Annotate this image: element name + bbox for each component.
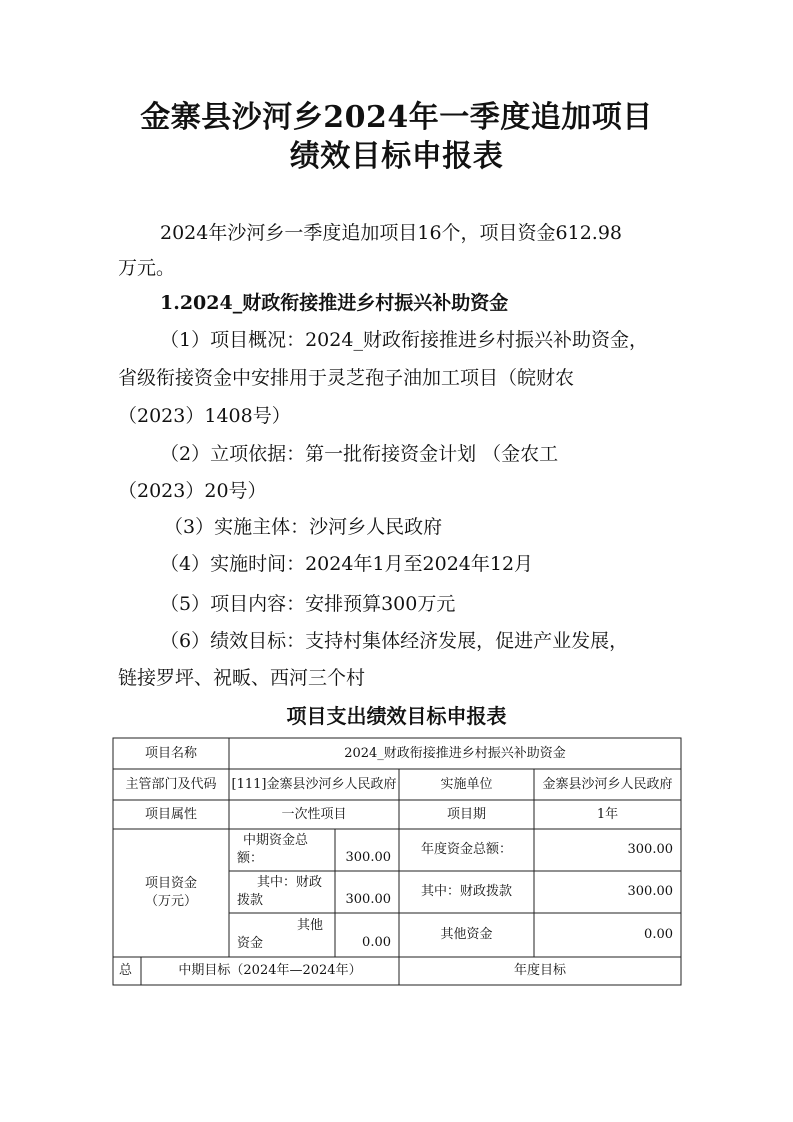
item-4: （4）实施时间：2024年1月至2024年12月 bbox=[160, 553, 534, 575]
item-2-line-2: （2023）20号） bbox=[118, 480, 267, 502]
annual-fiscal-label: 其中：财政拨款 bbox=[420, 884, 512, 900]
item-6-line-2: 链接罗坪、祝畈、西河三个村 bbox=[118, 667, 366, 689]
funds-label-line-1: 项目资金 bbox=[144, 876, 197, 892]
item-6-line-1: （6）绩效目标：支持村集体经济发展，促进产业发展， bbox=[160, 630, 629, 652]
project-name-value: 2024_财政衔接推进乡村振兴补助资金 bbox=[344, 745, 566, 761]
document-title-line-1: 金寨县沙河乡2024年一季度追加项目 bbox=[140, 100, 653, 135]
document-title-line-2: 绩效目标申报表 bbox=[289, 139, 504, 174]
annual-total-value: 300.00 bbox=[627, 842, 673, 858]
table-title: 项目支出绩效目标申报表 bbox=[286, 704, 507, 728]
mid-total-label-line-2: 额： bbox=[237, 851, 264, 866]
annual-fiscal-value: 300.00 bbox=[627, 884, 673, 900]
mid-goal-label: 中期目标（2024年—2024年） bbox=[178, 963, 362, 979]
impl-unit-label: 实施单位 bbox=[440, 776, 493, 792]
funds-label bbox=[113, 829, 229, 957]
annual-goal-label: 年度目标 bbox=[513, 963, 566, 979]
mid-other-value: 0.00 bbox=[362, 935, 391, 951]
attr-label: 项目属性 bbox=[144, 806, 197, 822]
mid-total-value: 300.00 bbox=[345, 850, 391, 866]
annual-other-label: 其他资金 bbox=[440, 927, 493, 943]
item-3: （3）实施主体：沙河乡人民政府 bbox=[164, 516, 443, 538]
mid-fiscal-label bbox=[229, 871, 335, 913]
item-1-line-1: （1）项目概况：2024_财政衔接推进乡村振兴补助资金， bbox=[160, 329, 648, 351]
impl-unit-value: 金寨县沙河乡人民政府 bbox=[542, 776, 673, 792]
project-name-label: 项目名称 bbox=[144, 745, 197, 761]
dept-label: 主管部门及代码 bbox=[125, 776, 217, 792]
mid-other-label-line-1: 其他 bbox=[297, 918, 324, 934]
intro-line-2: 万元。 bbox=[118, 257, 176, 279]
mid-other-label-line-2: 资金 bbox=[237, 936, 264, 951]
mid-fiscal-label-line-1: 其中：财政 bbox=[257, 875, 323, 891]
item-5: （5）项目内容：安排预算300万元 bbox=[160, 593, 456, 615]
dept-value: [111]金寨县沙河乡人民政府 bbox=[231, 776, 397, 792]
period-label: 项目期 bbox=[446, 806, 486, 822]
mid-other-label bbox=[229, 913, 335, 957]
total-goal-label: 总 bbox=[119, 963, 133, 979]
item-2-line-1: （2）立项依据：第一批衔接资金计划 （金农工 bbox=[160, 443, 559, 465]
period-value: 1年 bbox=[596, 806, 619, 822]
mid-fiscal-label-line-2: 拨款 bbox=[237, 893, 264, 908]
section-1-heading: 1.2024_财政衔接推进乡村振兴补助资金 bbox=[160, 292, 509, 314]
mid-total-label bbox=[229, 829, 335, 871]
annual-total-label: 年度资金总额： bbox=[420, 842, 512, 858]
funds-label-line-2: （万元） bbox=[144, 894, 197, 909]
item-1-line-3: （2023）1408号） bbox=[118, 405, 291, 427]
item-1-line-2: 省级衔接资金中安排用于灵芝孢子油加工项目（皖财农 bbox=[118, 367, 575, 389]
annual-other-value: 0.00 bbox=[644, 927, 673, 943]
intro-line-1: 2024年沙河乡一季度追加项目16个，项目资金612.98 bbox=[160, 222, 623, 244]
attr-value: 一次性项目 bbox=[281, 806, 347, 822]
mid-total-label-line-1: 中期资金总 bbox=[243, 833, 309, 849]
mid-fiscal-value: 300.00 bbox=[345, 892, 391, 908]
